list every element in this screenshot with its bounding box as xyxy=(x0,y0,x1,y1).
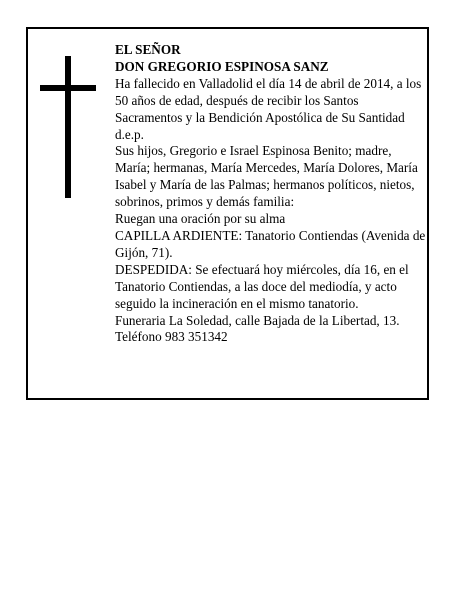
cross-vertical-bar xyxy=(65,56,71,198)
deceased-title-line: EL SEÑOR xyxy=(115,42,181,57)
funeral-home-info: Funeraria La Soledad, calle Bajada de la Libertad, 13. Teléfono 983 351342 xyxy=(115,312,400,345)
prayer-request: Ruegan una oración por su alma xyxy=(115,211,286,227)
death-announcement: Ha fallecido en Valladolid el día 14 de abril de 2014, a los 50 años de edad, después de recibir los Santos Sacramentos y la Bendición Apostólica de Su Santidad d.e.p. xyxy=(115,75,422,142)
notice-text xyxy=(115,42,427,346)
family-list: Sus hijos, Gregorio e Israel Espinosa Benito; madre, María; hermanas, María Mercedes, María Dolores, María Isabel y María de las Palmas; hermanos políticos, nietos, sobrinos, primos y demás familia: xyxy=(115,143,418,210)
obituary-notice xyxy=(26,27,429,400)
farewell-info: DESPEDIDA: Se efectuará hoy miércoles, día 16, en el Tanatorio Contiendas, a las doce del mediodía, y acto seguido la incineración en el mismo tanatorio. xyxy=(115,261,409,311)
deceased-name: DON GREGORIO ESPINOSA SANZ xyxy=(115,58,329,74)
cross-horizontal-bar xyxy=(40,85,96,91)
latin-cross-icon xyxy=(40,56,96,198)
chapel-info: CAPILLA ARDIENTE: Tanatorio Contiendas (Avenida de Gijón, 71). xyxy=(115,227,426,260)
